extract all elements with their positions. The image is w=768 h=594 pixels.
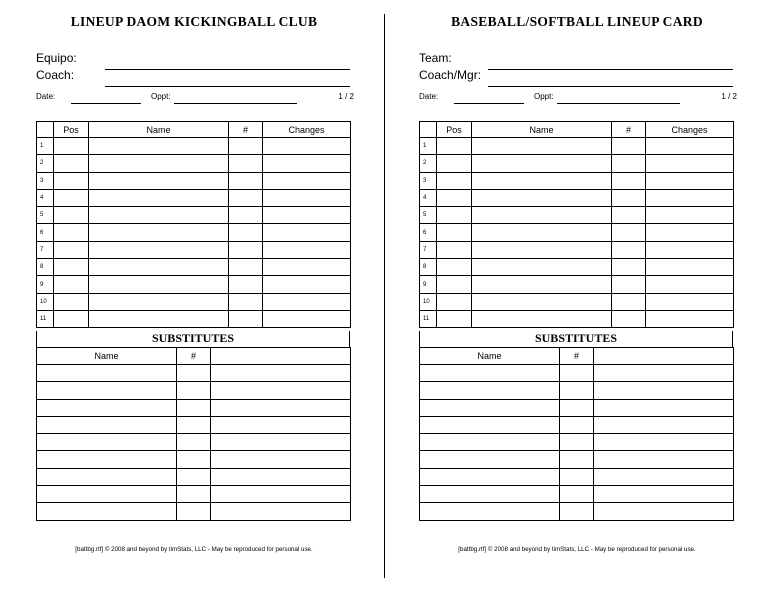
order-header <box>420 122 437 138</box>
number-cell[interactable] <box>229 207 263 224</box>
sub-number-cell[interactable] <box>560 503 594 520</box>
changes-cell[interactable] <box>646 138 734 155</box>
pos-cell[interactable] <box>54 138 89 155</box>
sub-number-cell[interactable] <box>560 399 594 416</box>
lineup-row <box>37 241 351 258</box>
changes-cell[interactable] <box>646 241 734 258</box>
batting-order-number: 11 <box>420 310 437 327</box>
name-cell[interactable] <box>89 172 229 189</box>
pos-cell[interactable] <box>437 189 472 206</box>
sub-notes-cell[interactable] <box>594 365 734 382</box>
sub-number-cell[interactable] <box>560 416 594 433</box>
batting-order-number: 9 <box>37 276 54 293</box>
lineup-row <box>420 259 734 276</box>
sub-notes-cell[interactable] <box>211 503 351 520</box>
sub-number-cell[interactable] <box>177 503 211 520</box>
changes-cell[interactable] <box>646 259 734 276</box>
substitutes-table <box>419 347 734 521</box>
changes-cell[interactable] <box>263 224 351 241</box>
copyright-footer: [battbg.rtf] © 2008 and beyond by timStats, LLC - May be reproduced for personal use. <box>458 546 696 553</box>
date-line[interactable] <box>454 103 524 104</box>
sub-number-cell[interactable] <box>560 451 594 468</box>
pos-cell[interactable] <box>54 276 89 293</box>
pos-cell[interactable] <box>54 224 89 241</box>
sub-notes-cell[interactable] <box>211 382 351 399</box>
batting-order-number: 10 <box>37 293 54 310</box>
sub-notes-cell[interactable] <box>211 451 351 468</box>
pos-cell[interactable] <box>54 293 89 310</box>
number-cell[interactable] <box>229 224 263 241</box>
name-cell[interactable] <box>89 241 229 258</box>
sub-number-cell[interactable] <box>177 382 211 399</box>
number-cell[interactable] <box>612 241 646 258</box>
pos-cell[interactable] <box>54 310 89 327</box>
sub-row <box>420 399 734 416</box>
name-cell[interactable] <box>472 276 612 293</box>
page-number: 1 / 2 <box>721 92 737 101</box>
sub-name-cell[interactable] <box>420 468 560 485</box>
number-cell[interactable] <box>612 259 646 276</box>
lineup-row <box>37 224 351 241</box>
changes-header: Changes <box>263 122 351 138</box>
substitutes-title: SUBSTITUTES <box>151 331 235 345</box>
date-line[interactable] <box>71 103 141 104</box>
changes-cell[interactable] <box>646 276 734 293</box>
left-lineup-card <box>34 0 354 594</box>
sub-row <box>37 503 351 520</box>
number-cell[interactable] <box>229 276 263 293</box>
name-cell[interactable] <box>472 155 612 172</box>
changes-cell[interactable] <box>646 189 734 206</box>
sub-name-cell[interactable] <box>37 399 177 416</box>
changes-cell[interactable] <box>263 207 351 224</box>
sub-notes-cell[interactable] <box>211 416 351 433</box>
name-cell[interactable] <box>89 224 229 241</box>
sub-name-header: Name <box>420 348 560 365</box>
changes-cell[interactable] <box>646 172 734 189</box>
lineup-row <box>37 310 351 327</box>
card-divider <box>384 14 385 578</box>
lineup-row <box>37 207 351 224</box>
lineup-table <box>419 121 734 328</box>
pos-cell[interactable] <box>437 138 472 155</box>
sub-number-cell[interactable] <box>177 451 211 468</box>
batting-order-number: 7 <box>37 241 54 258</box>
sub-name-cell[interactable] <box>37 468 177 485</box>
pos-header: Pos <box>54 122 89 138</box>
lineup-row <box>420 189 734 206</box>
sub-notes-cell[interactable] <box>594 382 734 399</box>
name-cell[interactable] <box>472 189 612 206</box>
sub-number-cell[interactable] <box>560 382 594 399</box>
sub-number-header: # <box>177 348 211 365</box>
changes-cell[interactable] <box>263 293 351 310</box>
sub-number-cell[interactable] <box>177 416 211 433</box>
number-cell[interactable] <box>612 276 646 293</box>
sub-name-cell[interactable] <box>37 365 177 382</box>
changes-cell[interactable] <box>263 310 351 327</box>
number-cell[interactable] <box>229 293 263 310</box>
lineup-row <box>37 172 351 189</box>
copyright-footer: [battbg.rtf] © 2008 and beyond by timStats, LLC - May be reproduced for personal use. <box>75 546 313 553</box>
coach-line[interactable] <box>105 86 350 87</box>
sub-number-cell[interactable] <box>177 434 211 451</box>
sub-row <box>37 434 351 451</box>
number-cell[interactable] <box>612 310 646 327</box>
sub-name-cell[interactable] <box>37 382 177 399</box>
sub-number-cell[interactable] <box>560 486 594 503</box>
name-cell[interactable] <box>89 310 229 327</box>
batting-order-number: 2 <box>37 155 54 172</box>
number-cell[interactable] <box>229 172 263 189</box>
lineup-row <box>37 276 351 293</box>
changes-cell[interactable] <box>646 207 734 224</box>
sub-number-cell[interactable] <box>177 468 211 485</box>
pos-cell[interactable] <box>437 241 472 258</box>
lineup-header-row <box>37 122 351 138</box>
page-number: 1 / 2 <box>338 92 354 101</box>
lineup-row <box>420 138 734 155</box>
lineup-row <box>420 224 734 241</box>
lineup-row <box>420 310 734 327</box>
lineup-row <box>37 293 351 310</box>
pos-header: Pos <box>437 122 472 138</box>
number-cell[interactable] <box>612 189 646 206</box>
changes-cell[interactable] <box>263 259 351 276</box>
sub-notes-header <box>211 348 351 365</box>
sub-notes-header <box>594 348 734 365</box>
oppt-label: Oppt: <box>534 92 554 101</box>
changes-cell[interactable] <box>646 224 734 241</box>
pos-cell[interactable] <box>54 155 89 172</box>
number-header: # <box>612 122 646 138</box>
number-cell[interactable] <box>229 155 263 172</box>
batting-order-number: 5 <box>420 207 437 224</box>
batting-order-number: 9 <box>420 276 437 293</box>
sub-name-cell[interactable] <box>420 451 560 468</box>
coach-label: Coach: <box>36 68 75 82</box>
sub-name-cell[interactable] <box>37 434 177 451</box>
sub-name-cell[interactable] <box>420 399 560 416</box>
date-label: Date: <box>36 92 56 101</box>
pos-cell[interactable] <box>437 155 472 172</box>
sub-number-cell[interactable] <box>177 399 211 416</box>
lineup-row <box>37 189 351 206</box>
number-cell[interactable] <box>612 224 646 241</box>
name-cell[interactable] <box>89 293 229 310</box>
sub-row <box>420 503 734 520</box>
batting-order-number: 4 <box>37 189 54 206</box>
number-cell[interactable] <box>229 138 263 155</box>
sub-number-cell[interactable] <box>560 434 594 451</box>
batting-order-number: 1 <box>37 138 54 155</box>
sub-name-cell[interactable] <box>420 416 560 433</box>
name-cell[interactable] <box>472 259 612 276</box>
name-cell[interactable] <box>472 241 612 258</box>
sub-number-cell[interactable] <box>560 365 594 382</box>
lineup-row <box>37 259 351 276</box>
name-cell[interactable] <box>89 276 229 293</box>
team-label: Team: <box>419 51 452 65</box>
subs-header-row <box>37 348 351 365</box>
sub-name-cell[interactable] <box>420 365 560 382</box>
batting-order-number: 3 <box>37 172 54 189</box>
lineup-row <box>420 241 734 258</box>
batting-order-number: 1 <box>420 138 437 155</box>
card-title: LINEUP DAOM KICKINGBALL CLUB <box>70 14 318 29</box>
sub-row <box>420 451 734 468</box>
substitutes-table <box>36 347 351 521</box>
changes-cell[interactable] <box>263 276 351 293</box>
coach-line[interactable] <box>488 86 733 87</box>
name-cell[interactable] <box>89 138 229 155</box>
sub-row <box>420 365 734 382</box>
batting-order-number: 3 <box>420 172 437 189</box>
sub-name-cell[interactable] <box>37 416 177 433</box>
sub-row <box>420 434 734 451</box>
name-cell[interactable] <box>89 155 229 172</box>
sub-row <box>37 399 351 416</box>
sub-notes-cell[interactable] <box>594 416 734 433</box>
sub-name-cell[interactable] <box>420 382 560 399</box>
pos-cell[interactable] <box>54 207 89 224</box>
sub-notes-cell[interactable] <box>594 434 734 451</box>
sub-notes-cell[interactable] <box>594 468 734 485</box>
changes-cell[interactable] <box>263 241 351 258</box>
number-cell[interactable] <box>229 259 263 276</box>
batting-order-number: 10 <box>420 293 437 310</box>
pos-cell[interactable] <box>437 259 472 276</box>
oppt-label: Oppt: <box>151 92 171 101</box>
changes-cell[interactable] <box>646 310 734 327</box>
sub-notes-cell[interactable] <box>211 468 351 485</box>
date-label: Date: <box>419 92 439 101</box>
name-cell[interactable] <box>472 172 612 189</box>
changes-cell[interactable] <box>263 172 351 189</box>
number-cell[interactable] <box>612 172 646 189</box>
oppt-line[interactable] <box>174 103 297 104</box>
sub-row <box>37 486 351 503</box>
sub-number-cell[interactable] <box>177 365 211 382</box>
lineup-row <box>37 155 351 172</box>
name-cell[interactable] <box>89 189 229 206</box>
batting-order-number: 6 <box>37 224 54 241</box>
changes-cell[interactable] <box>263 155 351 172</box>
sub-name-cell[interactable] <box>420 486 560 503</box>
team-line[interactable] <box>488 69 733 70</box>
lineup-table <box>36 121 351 328</box>
sub-name-cell[interactable] <box>37 503 177 520</box>
lineup-row <box>420 155 734 172</box>
sub-notes-cell[interactable] <box>211 399 351 416</box>
sub-row <box>420 416 734 433</box>
name-cell[interactable] <box>472 293 612 310</box>
name-cell[interactable] <box>472 310 612 327</box>
name-header: Name <box>89 122 229 138</box>
sub-notes-cell[interactable] <box>594 503 734 520</box>
number-cell[interactable] <box>229 241 263 258</box>
changes-cell[interactable] <box>646 155 734 172</box>
pos-cell[interactable] <box>437 276 472 293</box>
batting-order-number: 8 <box>420 259 437 276</box>
pos-cell[interactable] <box>54 241 89 258</box>
right-lineup-card <box>417 0 737 594</box>
pos-cell[interactable] <box>437 224 472 241</box>
pos-cell[interactable] <box>437 172 472 189</box>
lineup-header-row <box>420 122 734 138</box>
sub-row <box>37 365 351 382</box>
name-cell[interactable] <box>472 224 612 241</box>
coach-label: Coach/Mgr: <box>419 68 482 82</box>
batting-order-number: 5 <box>37 207 54 224</box>
name-header: Name <box>472 122 612 138</box>
sub-notes-cell[interactable] <box>594 399 734 416</box>
changes-cell[interactable] <box>263 138 351 155</box>
sub-row <box>37 451 351 468</box>
sub-name-cell[interactable] <box>420 503 560 520</box>
sub-notes-cell[interactable] <box>594 451 734 468</box>
team-label: Equipo: <box>36 51 77 65</box>
number-cell[interactable] <box>612 293 646 310</box>
number-cell[interactable] <box>229 189 263 206</box>
name-cell[interactable] <box>472 207 612 224</box>
changes-cell[interactable] <box>646 293 734 310</box>
pos-cell[interactable] <box>437 207 472 224</box>
number-header: # <box>229 122 263 138</box>
number-cell[interactable] <box>612 207 646 224</box>
name-cell[interactable] <box>472 138 612 155</box>
card-title: BASEBALL/SOFTBALL LINEUP CARD <box>451 14 703 29</box>
name-cell[interactable] <box>89 259 229 276</box>
changes-header: Changes <box>646 122 734 138</box>
lineup-row <box>420 207 734 224</box>
sub-notes-cell[interactable] <box>594 486 734 503</box>
batting-order-number: 4 <box>420 189 437 206</box>
sub-number-header: # <box>560 348 594 365</box>
number-cell[interactable] <box>229 310 263 327</box>
pos-cell[interactable] <box>437 293 472 310</box>
lineup-row <box>420 172 734 189</box>
lineup-row <box>37 138 351 155</box>
batting-order-number: 2 <box>420 155 437 172</box>
sub-name-cell[interactable] <box>37 451 177 468</box>
sub-name-header: Name <box>37 348 177 365</box>
sub-notes-cell[interactable] <box>211 365 351 382</box>
batting-order-number: 7 <box>420 241 437 258</box>
sub-row <box>37 416 351 433</box>
pos-cell[interactable] <box>437 310 472 327</box>
sub-row <box>37 468 351 485</box>
sub-row <box>37 382 351 399</box>
name-cell[interactable] <box>89 207 229 224</box>
sub-row <box>420 382 734 399</box>
sub-notes-cell[interactable] <box>211 486 351 503</box>
number-cell[interactable] <box>612 155 646 172</box>
batting-order-number: 8 <box>37 259 54 276</box>
pos-cell[interactable] <box>54 172 89 189</box>
sub-row <box>420 468 734 485</box>
batting-order-number: 6 <box>420 224 437 241</box>
changes-cell[interactable] <box>263 189 351 206</box>
lineup-row <box>420 276 734 293</box>
sub-row <box>420 486 734 503</box>
sub-number-cell[interactable] <box>560 468 594 485</box>
number-cell[interactable] <box>612 138 646 155</box>
sub-notes-cell[interactable] <box>211 434 351 451</box>
subs-header-row <box>420 348 734 365</box>
lineup-row <box>420 293 734 310</box>
sub-name-cell[interactable] <box>420 434 560 451</box>
order-header <box>37 122 54 138</box>
batting-order-number: 11 <box>37 310 54 327</box>
team-line[interactable] <box>105 69 350 70</box>
oppt-line[interactable] <box>557 103 680 104</box>
pos-cell[interactable] <box>54 259 89 276</box>
sub-number-cell[interactable] <box>177 486 211 503</box>
pos-cell[interactable] <box>54 189 89 206</box>
substitutes-title: SUBSTITUTES <box>534 331 618 345</box>
sub-name-cell[interactable] <box>37 486 177 503</box>
